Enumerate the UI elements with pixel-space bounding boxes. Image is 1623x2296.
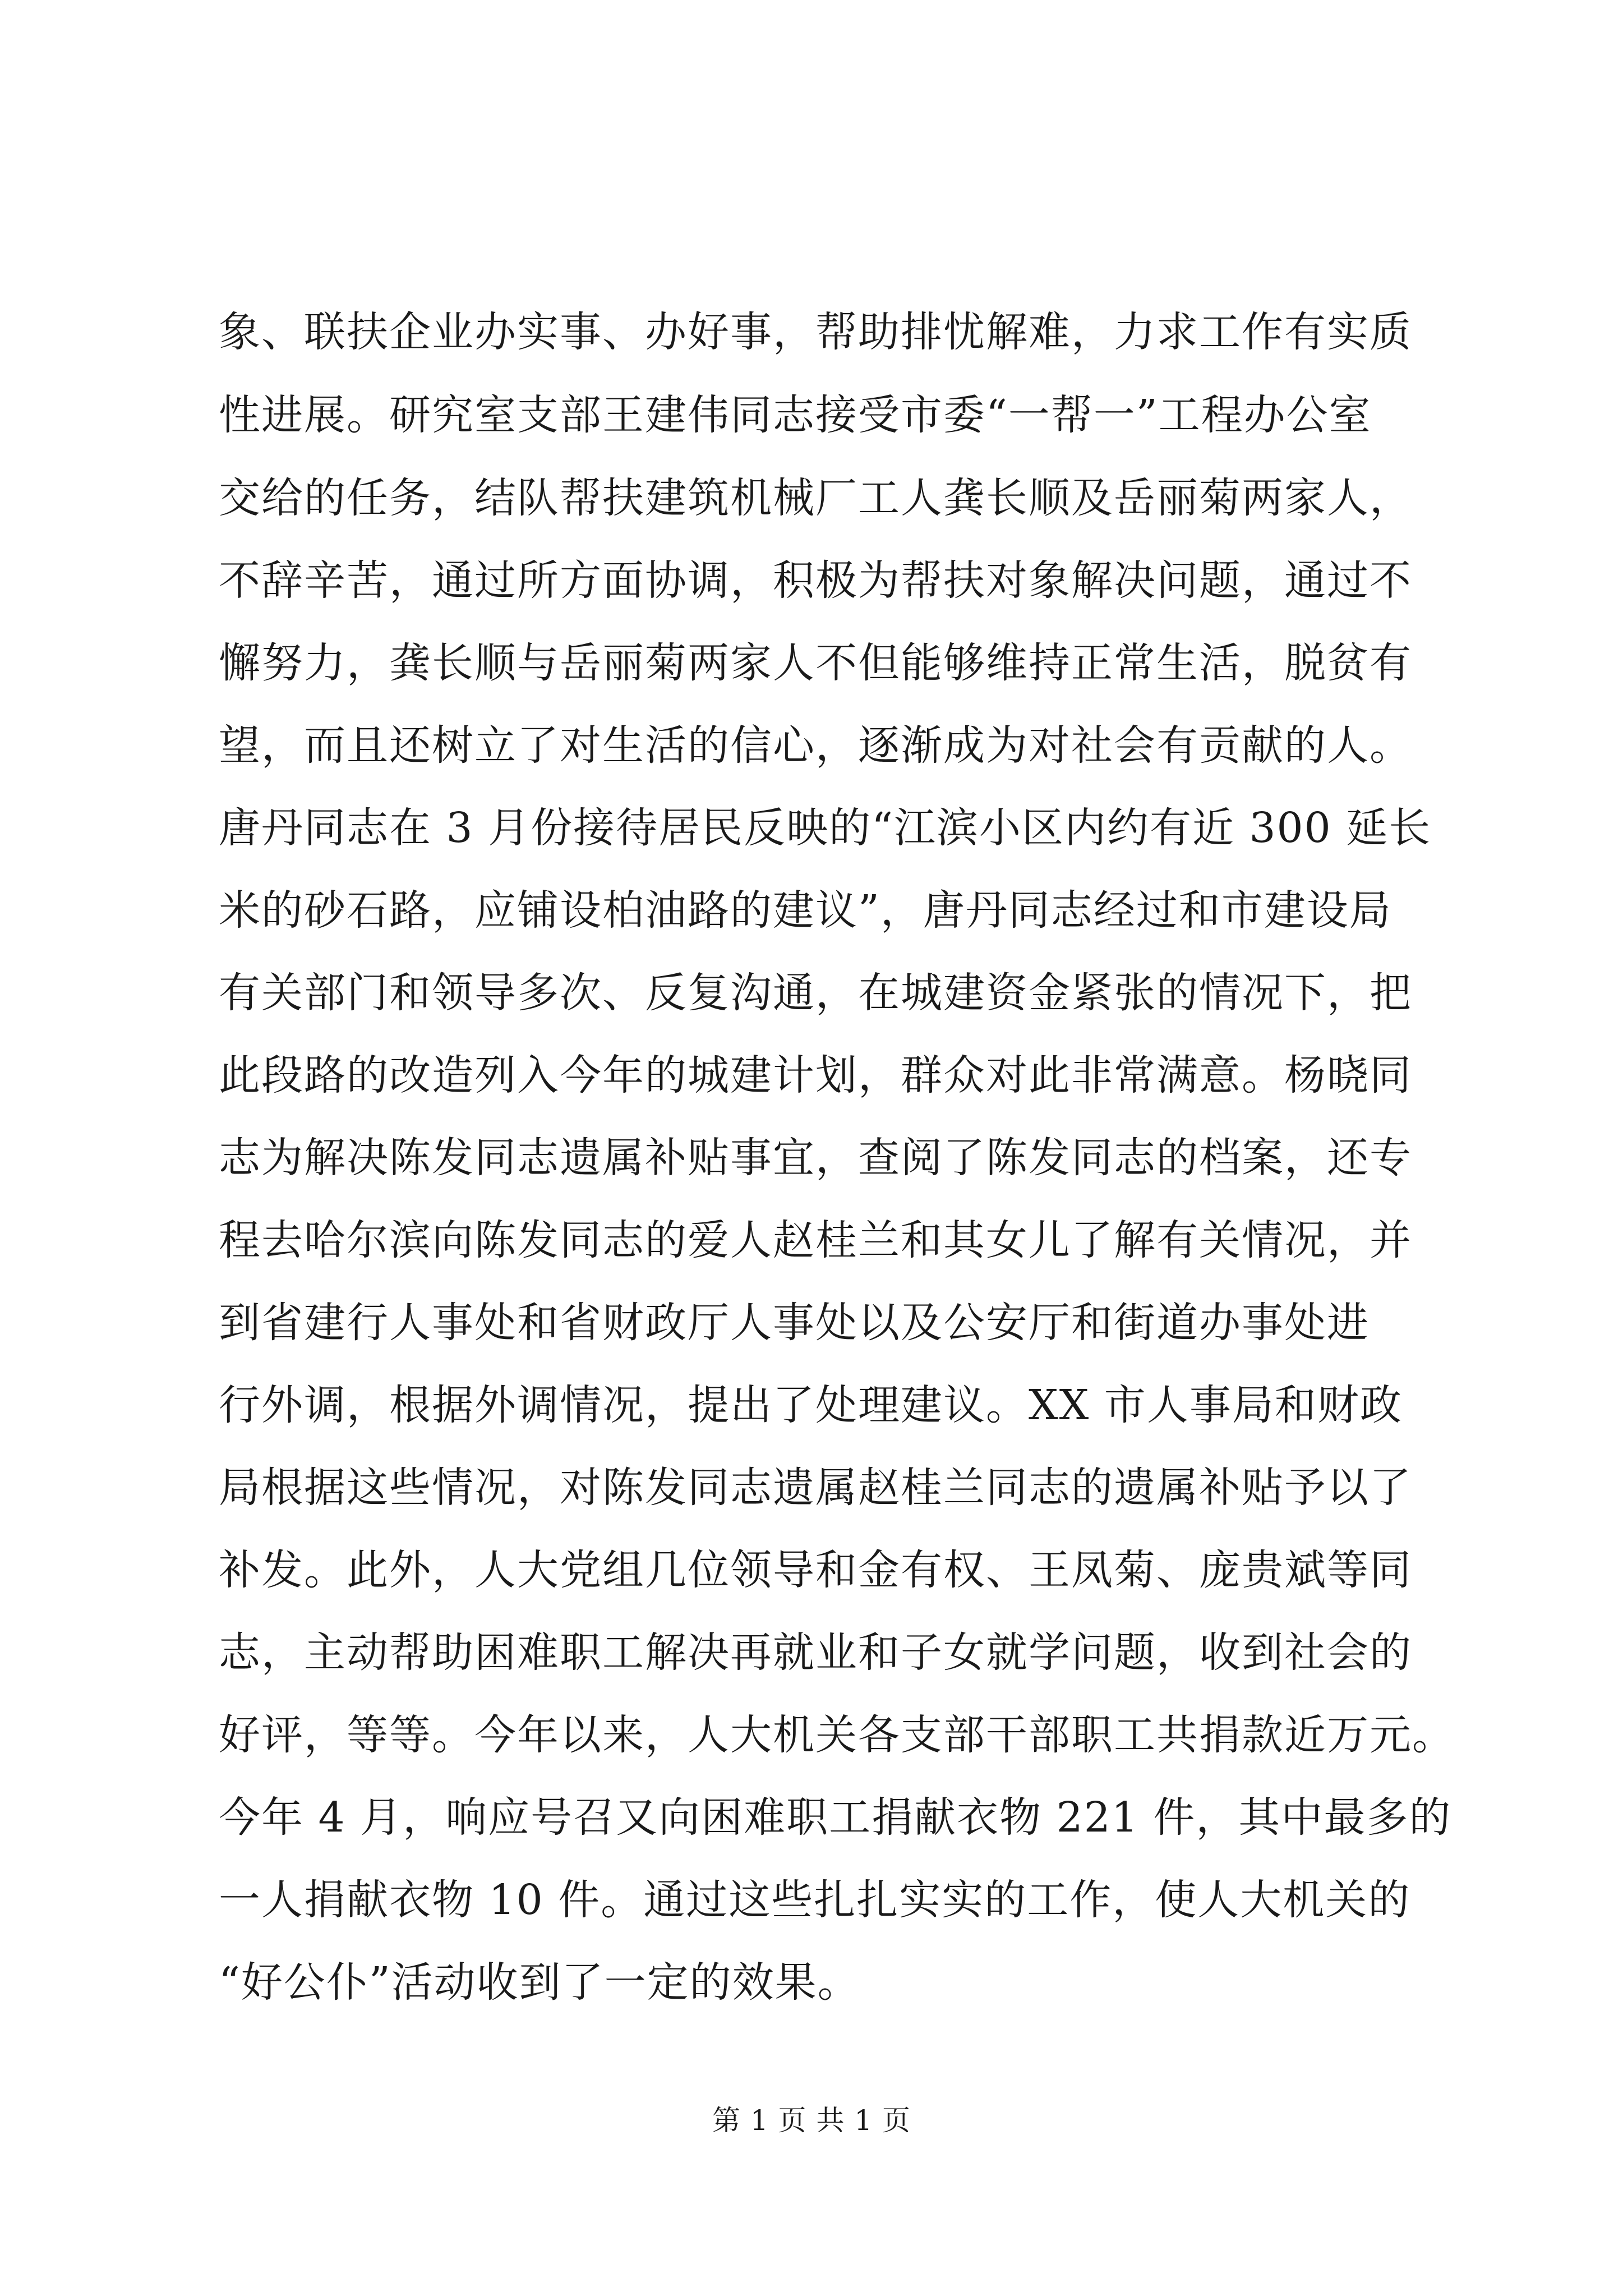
text-line: 补发。此外，人大党组几位领导和金有权、王凤菊、庞贵斌等同 — [219, 1546, 1412, 1594]
text-line: 交给的任务，结队帮扶建筑机械厂工人龚长顺及岳丽菊两家人， — [219, 474, 1412, 522]
text-line: 性进展。研究室支部王建伟同志接受市委“一帮一”工程办公室 — [219, 391, 1372, 439]
text-line: 今年 4 月，响应号召又向困难职工捐献衣物 221 件，其中最多的 — [219, 1793, 1452, 1842]
text-line: 好评，等等。今年以来，人大机关各支部干部职工共捐款近万元。 — [219, 1711, 1455, 1759]
text-line: 望，而且还树立了对生活的信心，逐渐成为对社会有贡献的人。 — [219, 721, 1412, 770]
text-line: 局根据这些情况，对陈发同志遗属赵桂兰同志的遗属补贴予以了 — [219, 1464, 1412, 1512]
text-line: “好公仆”活动收到了一定的效果。 — [219, 1958, 860, 2007]
text-line: 行外调，根据外调情况，提出了处理建议。XX 市人事局和财政 — [219, 1381, 1403, 1429]
text-line: 不辞辛苦，通过所方面协调，积极为帮扶对象解决问题，通过不 — [219, 556, 1412, 605]
text-line: 到省建行人事处和省财政厅人事处以及公安厅和街道办事处进 — [219, 1299, 1370, 1347]
text-line: 一人捐献衣物 10 件。通过这些扎扎实实的工作，使人大机关的 — [219, 1876, 1411, 1924]
text-line: 志为解决陈发同志遗属补贴事宜，查阅了陈发同志的档案，还专 — [219, 1134, 1412, 1182]
text-line: 唐丹同志在 3 月份接待居民反映的“江滨小区内约有近 300 延长 — [219, 804, 1432, 852]
text-line: 有关部门和领导多次、反复沟通，在城建资金紧张的情况下，把 — [219, 969, 1412, 1017]
page-number-footer: 第 1 页 共 1 页 — [712, 2104, 911, 2137]
text-line: 象、联扶企业办实事、办好事，帮助排忧解难，力求工作有实质 — [219, 308, 1412, 356]
text-line: 懈努力，龚长顺与岳丽菊两家人不但能够维持正常生活，脱贫有 — [219, 639, 1412, 687]
text-line: 此段路的改造列入今年的城建计划，群众对此非常满意。杨晓同 — [219, 1051, 1412, 1099]
text-line: 志，主动帮助困难职工解决再就业和子女就学问题，收到社会的 — [219, 1628, 1412, 1677]
text-line: 米的砂石路，应铺设柏油路的建议”，唐丹同志经过和市建设局 — [219, 886, 1392, 935]
text-line: 程去哈尔滨向陈发同志的爱人赵桂兰和其女儿了解有关情况，并 — [219, 1216, 1412, 1264]
